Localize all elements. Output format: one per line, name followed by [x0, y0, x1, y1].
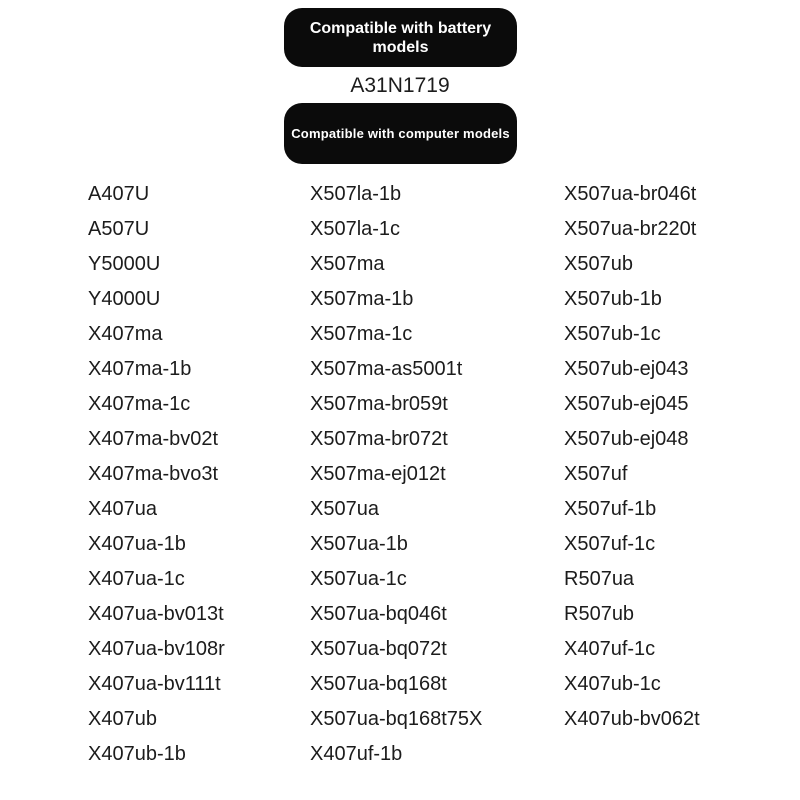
model-item: X407ma-bvo3t — [88, 463, 219, 485]
model-item: X407ua-bv108r — [88, 638, 225, 660]
model-item: X507la-1c — [310, 218, 401, 240]
model-item: X407ma-bv02t — [88, 428, 219, 450]
model-item: Y5000U — [88, 253, 161, 275]
model-item: X507ub-ej043 — [564, 358, 689, 380]
model-item: X507uf-1c — [564, 533, 656, 555]
model-item: X507ua-bq168t75X — [310, 708, 483, 730]
model-item: X407ma — [88, 323, 163, 345]
battery-models-badge — [284, 8, 517, 67]
model-item: X407ma-1b — [88, 358, 192, 380]
model-item: A507U — [88, 218, 150, 240]
model-item: X507uf-1b — [564, 498, 657, 520]
model-item: X407ua-1b — [88, 533, 186, 555]
model-item: X507ma-br072t — [310, 428, 448, 450]
model-item: X507ub-1b — [564, 288, 662, 310]
model-item: X507ua — [310, 498, 379, 520]
model-item: X507ub-1c — [564, 323, 661, 345]
model-item: X407ua-1c — [88, 568, 185, 590]
model-item: X507ma-1c — [310, 323, 413, 345]
battery-model-number: A31N1719 — [350, 74, 450, 97]
battery-badge-label: Compatible with battery models — [309, 19, 492, 56]
model-item: X407ua-bv013t — [88, 603, 224, 625]
model-item: X507ua-bq046t — [310, 603, 447, 625]
model-item: X407ub-1c — [564, 673, 661, 695]
model-column-2 — [310, 177, 482, 772]
model-item: X407uf-1c — [564, 638, 656, 660]
model-item: X407ma-1c — [88, 393, 191, 415]
model-item: X507ma — [310, 253, 385, 275]
model-item: X507ub-ej045 — [564, 393, 689, 415]
model-item: X507ua-br220t — [564, 218, 697, 240]
model-item: X507ua-1b — [310, 533, 408, 555]
model-item: X507ua-1c — [310, 568, 407, 590]
model-item: X507la-1b — [310, 183, 402, 205]
model-item: X407ua-bv111t — [88, 673, 221, 695]
model-item: R507ub — [564, 603, 635, 625]
computer-models-badge — [284, 103, 517, 164]
model-item: X507ma-1b — [310, 288, 414, 310]
model-column-3 — [564, 177, 700, 737]
model-item: X407ub-1b — [88, 743, 186, 765]
model-item: X507ma-ej012t — [310, 463, 446, 485]
model-item: X407ub — [88, 708, 157, 730]
model-item: X507uf — [564, 463, 628, 485]
model-item: X407uf-1b — [310, 743, 403, 765]
model-item: X507ma-as5001t — [310, 358, 463, 380]
model-item: X507ua-bq072t — [310, 638, 447, 660]
model-item: X507ub-ej048 — [564, 428, 689, 450]
model-item: A407U — [88, 183, 150, 205]
model-item: X407ua — [88, 498, 157, 520]
model-item: R507ua — [564, 568, 635, 590]
model-item: X507ua-bq168t — [310, 673, 447, 695]
model-item: X407ub-bv062t — [564, 708, 700, 730]
model-column-1 — [88, 177, 225, 772]
model-item: X507ma-br059t — [310, 393, 448, 415]
model-item: X507ub — [564, 253, 633, 275]
model-item: X507ua-br046t — [564, 183, 697, 205]
model-item: Y4000U — [88, 288, 161, 310]
computer-badge-label: Compatible with computer models — [291, 126, 510, 141]
